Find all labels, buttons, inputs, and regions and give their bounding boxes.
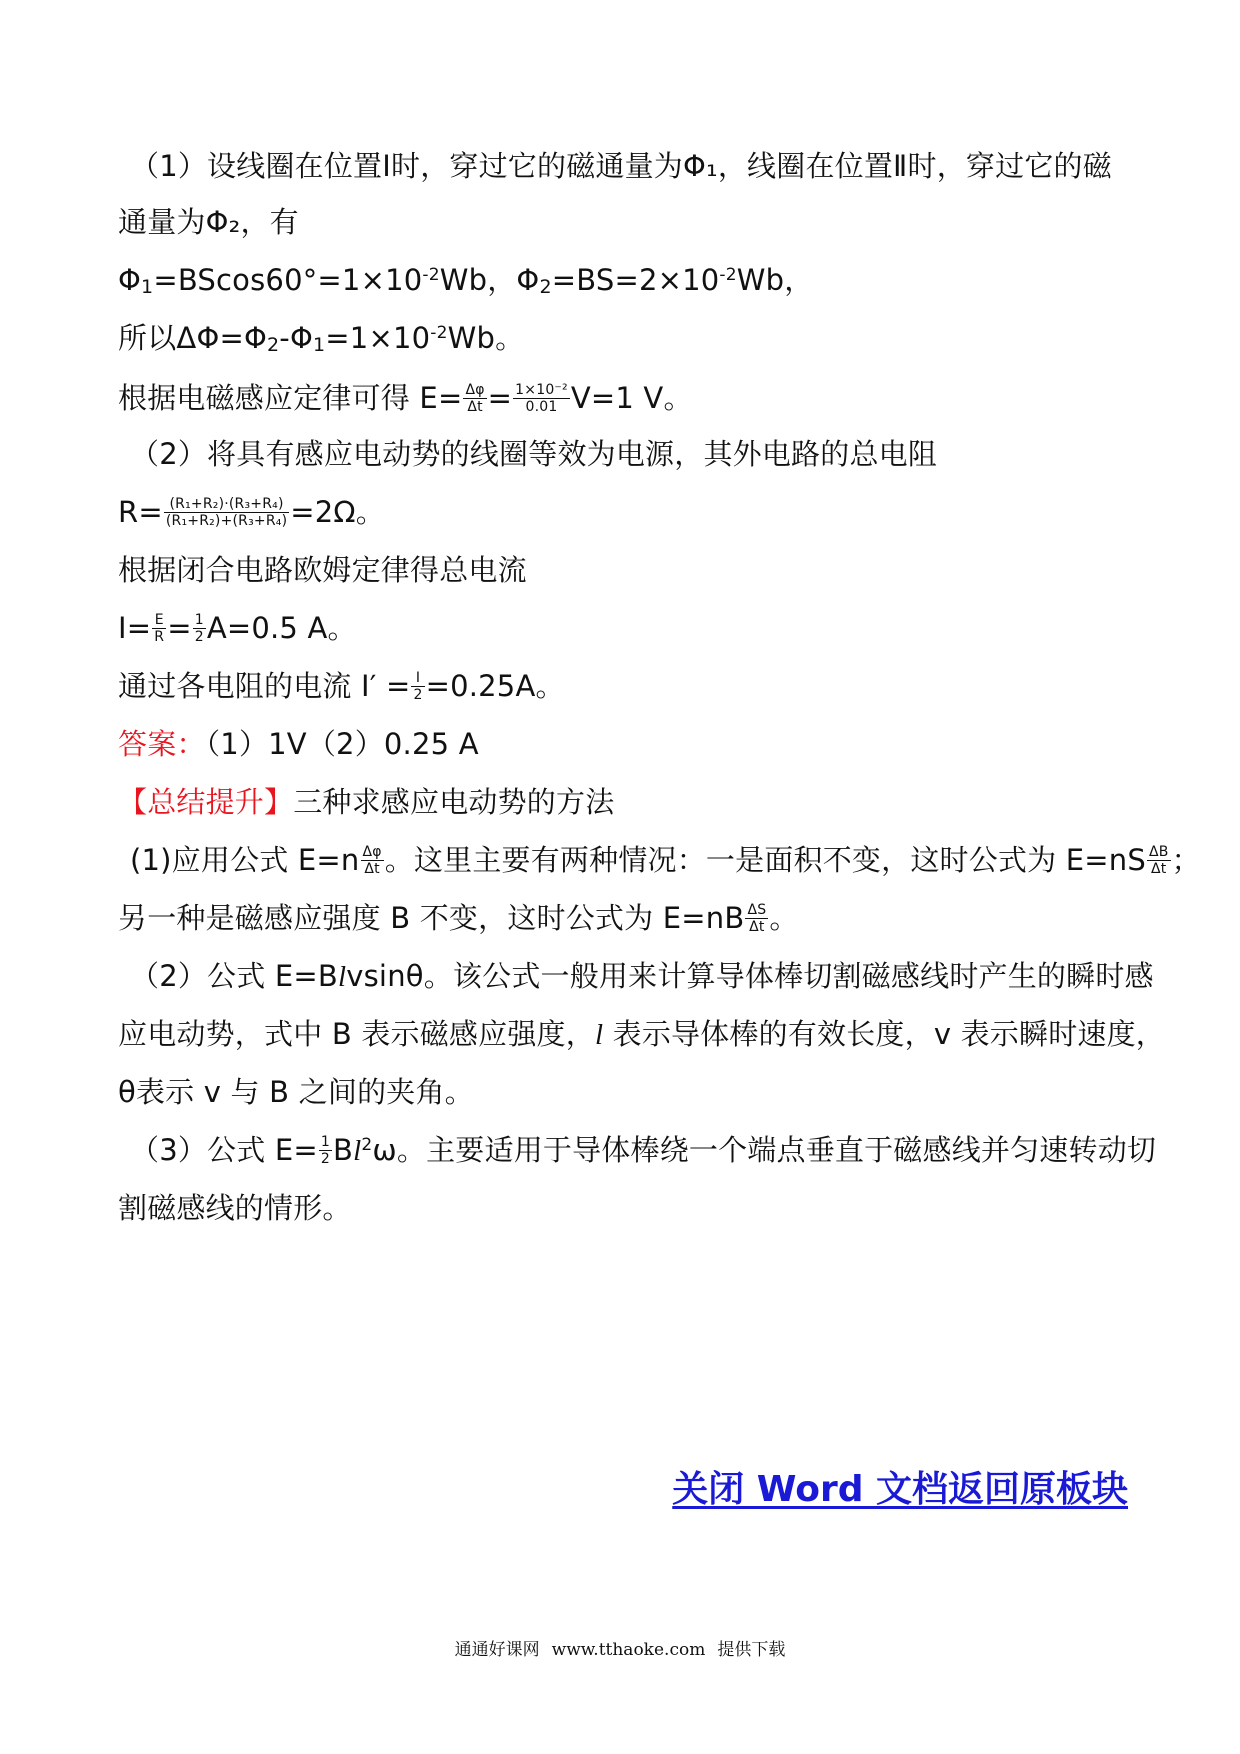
formula-line — [118, 378, 1128, 418]
paragraph-line — [118, 1072, 1128, 1112]
superscript: 2 — [361, 1135, 373, 1155]
answer-label: 答案： — [118, 727, 206, 761]
italic-symbol: l — [594, 1019, 604, 1051]
text: 另一种是磁感应强度 B 不变，这时公式为 E=nB — [118, 901, 745, 935]
text: I= — [118, 611, 152, 645]
italic-symbol: l — [353, 1135, 362, 1167]
superscript: -2 — [430, 323, 448, 343]
text: Wb，Φ — [439, 263, 540, 297]
text: （2）公式 E=B — [130, 959, 338, 993]
paragraph-line — [118, 202, 1128, 242]
text: θ表示 v 与 B 之间的夹角。 — [118, 1075, 474, 1109]
summary-title: 三种求感应电动势的方法 — [293, 785, 615, 819]
close-word-link[interactable]: 关闭 Word 文档返回原板块 — [672, 1469, 1128, 1510]
text: 表示导体棒的有效长度，v 表示瞬时速度， — [603, 1017, 1166, 1051]
text: Wb。 — [447, 321, 525, 355]
fraction: $\frac{\text{(R₁+R₂)·(R₃+R₄)}}{\text{(R₁+R₂)+(R₃+R₄)}}$ — [165, 495, 288, 529]
italic-symbol: l — [338, 961, 347, 993]
text: =1×10 — [325, 321, 431, 355]
paragraph-line — [130, 434, 1140, 474]
text: 根据电磁感应定律可得 E= — [118, 381, 463, 415]
fraction: $\frac{1}{2}$ — [320, 1133, 331, 1167]
footer-url: www.tthaoke.com — [551, 1640, 706, 1660]
superscript: -2 — [719, 265, 737, 285]
formula-line — [118, 492, 1128, 532]
text: （3）公式 E= — [130, 1133, 318, 1167]
paragraph-line — [118, 1188, 1128, 1228]
text: vsinθ。该公式一般用来计算导体棒切割磁感线时产生的瞬时感 — [346, 959, 1154, 993]
text: = — [487, 381, 513, 415]
text: 所以ΔΦ=Φ — [118, 321, 267, 355]
text: ω。主要适用于导体棒绕一个端点垂直于磁感线并匀速转动切 — [372, 1133, 1157, 1167]
text: 割磁感线的情形。 — [118, 1191, 352, 1225]
formula-line — [130, 1130, 1157, 1171]
text: V=1 V。 — [570, 381, 693, 415]
text: =0.25A。 — [425, 669, 565, 703]
text: A=0.5 A。 — [206, 611, 357, 645]
text: （2）将具有感应电动势的线圈等效为电源，其外电路的总电阻 — [130, 437, 938, 471]
answer-line — [118, 724, 1128, 764]
fraction: $\frac{\Delta S}{\Delta t}$ — [747, 901, 767, 935]
fraction: $\frac{\Delta B}{\Delta t}$ — [1148, 843, 1169, 877]
text: （1）设线圈在位置Ⅰ时，穿过它的磁通量为Φ₁，线圈在位置Ⅱ时，穿过它的磁 — [130, 149, 1112, 183]
footer-site-name: 通通好课网 — [454, 1640, 540, 1660]
text: 根据闭合电路欧姆定律得总电流 — [118, 553, 527, 587]
text: =2Ω。 — [290, 495, 385, 529]
subscript: 2 — [539, 276, 552, 298]
formula-line — [118, 260, 1128, 300]
paragraph-line — [118, 1014, 1166, 1055]
footer-provide-text: 提供下载 — [717, 1640, 786, 1660]
text: ； — [1171, 843, 1201, 877]
text: 应电动势，式中 B 表示磁感应强度， — [118, 1017, 595, 1051]
paragraph-line — [130, 956, 1154, 997]
fraction: $\frac{I}{2}$ — [413, 669, 423, 703]
paragraph-line — [118, 550, 1128, 590]
answer-text: （1）1V（2）0.25 A — [205, 727, 479, 761]
formula-line — [118, 318, 1128, 358]
text: 通过各电阻的电流 I′ = — [118, 669, 411, 703]
summary-label: 【总结提升】 — [118, 785, 294, 819]
text: Wb， — [736, 263, 814, 297]
summary-heading — [118, 782, 1128, 822]
superscript: -2 — [422, 265, 440, 285]
text: = — [167, 611, 192, 645]
subscript: 1 — [313, 334, 326, 356]
text: =BScos60°=1×10 — [153, 263, 423, 297]
text: 通量为Φ₂，有 — [118, 205, 299, 239]
subscript: 2 — [267, 334, 280, 356]
text: -Φ — [279, 321, 313, 355]
text: 。这里主要有两种情况：一是面积不变，这时公式为 E=nS — [384, 843, 1146, 877]
text: Φ — [118, 263, 142, 297]
fraction: $\frac{E}{R}$ — [154, 611, 165, 645]
fraction: $\frac{1}{2}$ — [194, 611, 204, 645]
fraction: $\frac{\text{1×10⁻²}}{0.01}$ — [515, 381, 568, 415]
page-footer — [0, 1635, 1240, 1660]
text: (1)应用公式 E=n — [130, 843, 360, 877]
formula-line — [118, 666, 1128, 706]
paragraph-line — [130, 146, 1140, 186]
text: 。 — [769, 901, 799, 935]
fraction: $\frac{\Delta\varphi}{\Delta t}$ — [362, 843, 382, 877]
fraction: $\frac{\Delta\varphi}{\Delta t}$ — [465, 381, 485, 415]
formula-line — [130, 840, 1201, 880]
text: B — [333, 1133, 354, 1167]
text: R= — [118, 495, 163, 529]
formula-line — [118, 898, 1128, 938]
subscript: 1 — [141, 276, 154, 298]
formula-line — [118, 608, 1128, 648]
text: =BS=2×10 — [551, 263, 720, 297]
